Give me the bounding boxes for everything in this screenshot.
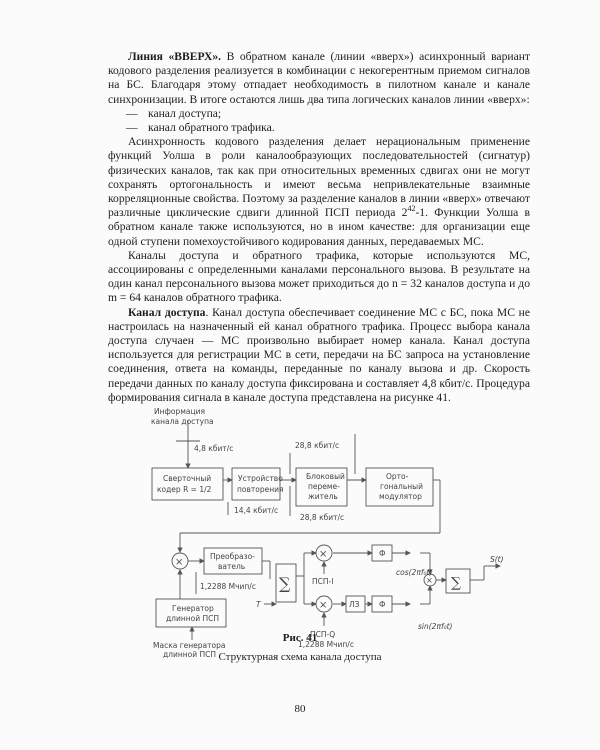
mult-glyph-1: ×	[175, 557, 184, 568]
interleave-label-3: житель	[308, 492, 338, 501]
rate-144-label: 14,4 кбит/с	[234, 506, 279, 515]
phi-i-label: Ф	[379, 549, 386, 558]
interleave-label-2: переме-	[308, 482, 340, 491]
generator-label-1: Генератор	[172, 604, 214, 613]
generator-label-2: длинной ПСП	[166, 614, 220, 623]
chip-rate-bottom-label: 1,2288 Мчип/с	[298, 640, 354, 649]
list-item-traffic: — канал обратного трафика.	[126, 121, 275, 135]
heading-uplink: Линия «ВВЕРХ».	[128, 50, 222, 63]
ortho-label-3: модулятор	[379, 492, 422, 501]
mult-glyph-q: ×	[319, 600, 328, 611]
ortho-label-2: гональный	[380, 482, 423, 491]
converter-label-1: Преобразо-	[210, 552, 255, 561]
paragraph-channels: Каналы доступа и обратного трафика, которые используются МС, ассоциированы с определенными каналами персонального вызова. В результате на один канал персонального вызова может приходиться до n = 32 каналов доступа и до m = 64 каналов обратного трафика.	[108, 248, 530, 305]
ortho-label-1: Орто-	[386, 472, 409, 481]
figure-number: Рис. 41	[282, 632, 318, 644]
mask-label-2: длинной ПСП	[163, 650, 217, 659]
psp-i-label: ПСП-I	[312, 577, 334, 586]
output-sum-glyph: ∑	[451, 575, 461, 591]
t-label: T	[256, 600, 261, 609]
output-label: S(t)	[490, 555, 504, 564]
psp-q-label: ПСП-Q	[310, 630, 336, 639]
rate-in-label: 4,8 кбит/с	[194, 444, 234, 453]
paragraph-access-channel: Канал доступа. Канал доступа обеспечивает соединение МС с БС, пока МС не настроилась на назначенный ей канал обратного трафика. Процесс выбора канала доступа случаен — МС произвольно выбирает номер канала. Канал доступа используется для регистрации МС в сети, передачи на БС запроса на установление соединения, ответа на команды, переданные по каналу вызова и др. Скорость передачи данных по каналу доступа фиксирована и составляет 4,8 кбит/с. Процедура формирования сигнала в канале доступа представлена на рисунке 41.	[108, 305, 530, 404]
page-number: 80	[294, 703, 306, 715]
sin-label: sin(2πf₀t)	[418, 622, 453, 631]
rate-288-top-label: 28,8 кбит/с	[295, 441, 340, 450]
chip-rate-left-label: 1,2288 Мчип/с	[200, 582, 256, 591]
repeat-block	[232, 468, 280, 500]
interleave-label-1: Блоковый	[306, 472, 345, 481]
converter-label-2: ватель	[218, 562, 246, 571]
coder-label-2: кодер R = 1/2	[157, 485, 212, 494]
rate-288-bottom-label: 28,8 кбит/с	[300, 513, 345, 522]
cos-label: cos(2πf₀t)	[396, 568, 433, 577]
list-item-access: — канал доступа;	[126, 106, 222, 120]
mult-glyph-i: ×	[319, 549, 328, 560]
input-label-2: канала доступа	[151, 417, 214, 426]
repeat-label-1: Устройство	[238, 474, 283, 483]
figure-title: Структурная схема канала доступа	[218, 651, 382, 663]
conv-coder-block	[152, 468, 223, 500]
repeat-label-2: повторения	[237, 485, 284, 494]
input-label-1: Информация	[154, 407, 206, 416]
coder-label-1: Сверточный	[163, 474, 212, 483]
paragraph-async: Асинхронность кодового разделения делает нерациональным применение функций Уолша в роли каналообразующих последовательностей (сигнатур) физических каналов, так как при относительных временных сдвигах они не могут сохранять ортогональность и имеют весьма непривлекательные взаимные корреляционные свойства. Поэтому за разделение каналов в линии «вверх» отвечают различные циклические сдвиги длинной ПСП периода $2^{42}-1$. Функции Уолша в обратном канале также используются, но в ином качестве: для организации еще одной ступени помехоустойчивого кодирования данных, передаваемых МС.	[108, 135, 530, 248]
delay-label: ЛЗ	[349, 600, 360, 609]
mult-glyph-carrier: ×	[426, 576, 433, 585]
heading-access-channel: Канал доступа	[128, 305, 206, 319]
mask-label-1: Маска генератора	[153, 641, 226, 650]
sum-glyph: ∑	[279, 574, 291, 593]
phi-q-label: Ф	[379, 600, 386, 609]
paragraph-uplink: Линия «ВВЕРХ». В обратном канале (линии «вверх») асинхронный вариант кодового разделения реализуется в комбинации с некогерентным приемом сигналов на БС. Благодаря этому отпадает необходимость в пилотном канале и канале синхронизации. В итоге остаются лишь два типа логических каналов линии «вверх»:	[108, 50, 530, 106]
